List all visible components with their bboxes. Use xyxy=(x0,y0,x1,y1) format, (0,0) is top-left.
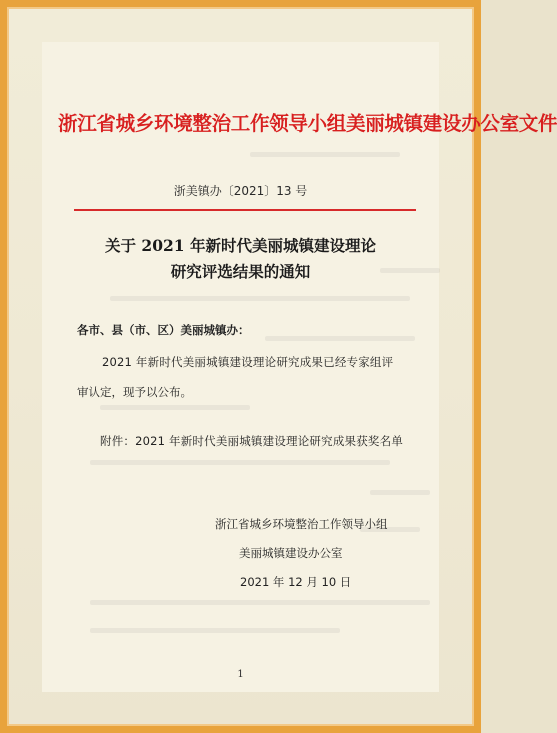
notice-title-line2: 研究评选结果的通知 xyxy=(170,262,311,281)
salutation: 各市、县（市、区）美丽城镇办： xyxy=(77,323,250,337)
bleed-through-mark xyxy=(90,600,430,605)
bleed-through-mark xyxy=(250,152,400,157)
bleed-through-mark xyxy=(90,460,390,465)
bleed-through-mark xyxy=(100,405,250,410)
signature-org-line1: 浙江省城乡环境整治工作领导小组 xyxy=(215,517,388,531)
bleed-through-mark xyxy=(90,628,340,633)
bleed-through-mark xyxy=(110,296,410,301)
page-number: 1 xyxy=(237,669,244,680)
red-divider-line xyxy=(74,209,416,211)
attachment-note: 附件：2021 年新时代美丽城镇建设理论研究成果获奖名单 xyxy=(100,434,404,448)
bleed-through-mark xyxy=(265,336,415,341)
signature-org-line2: 美丽城镇建设办公室 xyxy=(239,546,343,560)
notice-title-line1: 关于 2021 年新时代美丽城镇建设理论 xyxy=(105,236,376,255)
document-number: 浙美镇办〔2021〕13 号 xyxy=(173,184,308,198)
body-paragraph-line1: 2021 年新时代美丽城镇建设理论研究成果已经专家组评 xyxy=(102,355,394,369)
bleed-through-mark xyxy=(370,490,430,495)
document-header: 浙江省城乡环境整治工作领导小组美丽城镇建设办公室文件 xyxy=(58,112,557,135)
body-paragraph-line2: 审认定，现予以公布。 xyxy=(77,385,192,399)
signature-date: 2021 年 12 月 10 日 xyxy=(240,575,352,589)
